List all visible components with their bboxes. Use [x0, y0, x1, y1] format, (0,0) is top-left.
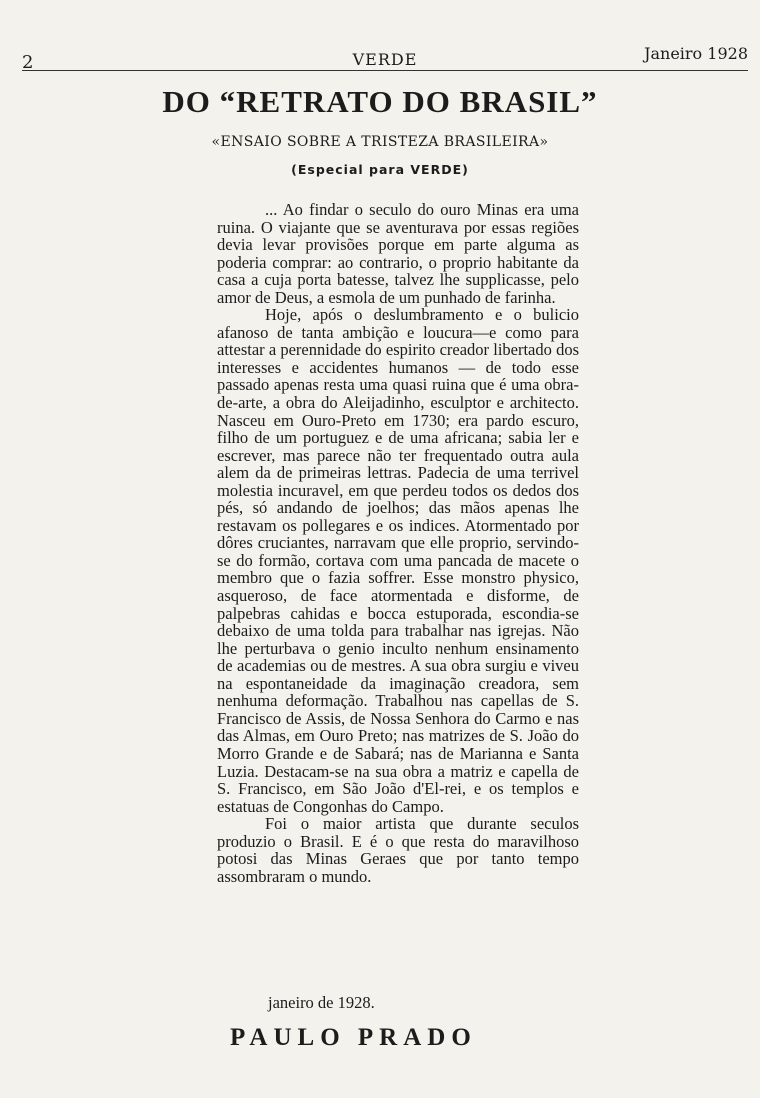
- article-paragraph: Foi o maior artista que durante seculos produzio o Brasil. E é o que resta do maravilhoso potosi das Minas Geraes que por tanto tempo assombraram o mundo.: [217, 814, 579, 886]
- issue-date: Janeiro 1928: [644, 44, 748, 63]
- article-subtitle: «ENSAIO SOBRE A TRISTEZA BRASILEIRA»: [211, 134, 549, 150]
- article-paragraph: ... Ao findar o seculo do ouro Minas era uma ruina. O viajante que se aventurava por essas regiões devia levar provisões porque em parte alguma as poderia comprar: ao contrario, o proprio habitante da casa a cuja porta batesse, talvez lhe supplicasse, pelo amor de Deus, a esmola de um punhado de farinha.: [217, 200, 579, 307]
- page-number: 2: [22, 52, 34, 73]
- page-header: [22, 44, 748, 73]
- article-body: [217, 201, 579, 885]
- publication-name: VERDE: [352, 50, 418, 69]
- dateline: janeiro de 1928.: [268, 993, 375, 1012]
- author-signature: PAULO PRADO: [230, 1024, 477, 1051]
- article-title: DO “RETRATO DO BRASIL”: [162, 84, 598, 119]
- article-paragraph: Hoje, após o deslumbramento e o bulicio afanoso de tanta ambição e loucura—e como para attestar a perennidade do espirito creador libertado dos interesses e accidentes humanos — de todo esse passado apenas resta uma quasi ruina que é uma obra-de-arte, a obra do Aleijadinho, esculptor e architecto. Nasceu em Ouro-Preto em 1730; era pardo escuro, filho de um portuguez e de uma africana; sabia ler e escrever, mas parece não ter frequentado outra aula alem da de primeiras lettras. Padecia de uma terrivel molestia incuravel, em que perdeu todos os dedos dos pés, só andando de joelhos; das mãos apenas lhe restavam os pollegares e os indices. Atormentado por dôres cruciantes, narravam que elle proprio, servindo-se do formão, cortava com uma pancada de macete o membro que o fazia soffrer. Esse monstro physico, asqueroso, de face atormentada e disforme, de palpebras cahidas e bocca estuporada, escondia-se debaixo de uma tolda para trabalhar nas igrejas. Não lhe perturbava o genio inculto nenhum ensinamento de academias ou de mestres. A sua obra surgiu e viveu na espontaneidade da imaginação creadora, sem nenhuma deformação. Trabalhou nas capellas de S. Francisco de Assis, de Nossa Senhora do Carmo e nas das Almas, em Ouro Preto; nas matrizes de S. João do Morro Grande e de Sabará; nas de Marianna e Santa Luzia. Destacam-se na sua obra a matriz e capella de S. Francisco, em São João d'El-rei, e os templos e estatuas de Congonhas do Campo.: [217, 305, 579, 816]
- article-note: (Especial para VERDE): [291, 162, 469, 177]
- header-rule: [22, 70, 748, 71]
